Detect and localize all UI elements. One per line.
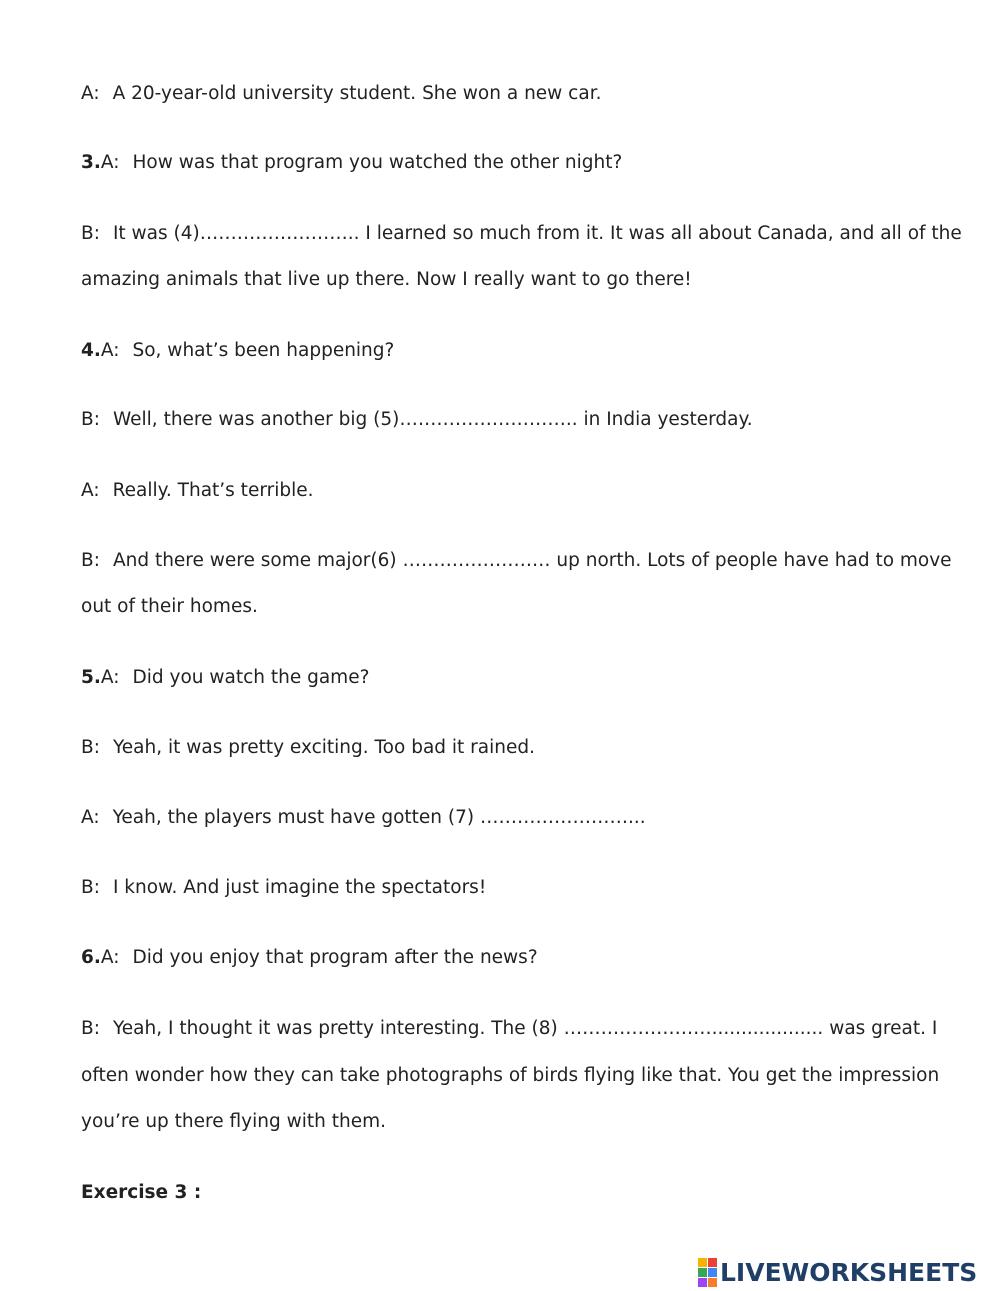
- item-number: 4.: [81, 340, 101, 361]
- logo-text: LIVEWORKSHEETS: [720, 1257, 978, 1287]
- line-text: Yeah, it was pretty exciting. Too bad it rained.: [112, 737, 535, 758]
- dialogue-line-0: [81, 81, 941, 107]
- speaker: B:: [81, 737, 100, 758]
- dialogue-line-14: [81, 1016, 941, 1042]
- dialogue-line-10: [81, 735, 941, 761]
- speaker: A:: [81, 807, 100, 828]
- dialogue-line-2: [81, 221, 962, 247]
- exercise-heading: Exercise 3 :: [81, 1182, 202, 1203]
- line-text: Really. That’s terrible.: [112, 480, 314, 501]
- item-number: 5.: [81, 667, 101, 688]
- speaker: B:: [81, 877, 100, 898]
- line-text: often wonder how they can take photographs of birds flying like that. You get the impression: [81, 1065, 940, 1086]
- line-text: So, what’s been happening?: [132, 340, 395, 361]
- line-text: Did you watch the game?: [132, 667, 370, 688]
- logo-cell: [708, 1258, 717, 1267]
- speaker: A:: [100, 947, 120, 968]
- logo-cell: [698, 1268, 707, 1277]
- liveworksheets-logo-icon: [698, 1258, 717, 1287]
- speaker: A:: [100, 152, 120, 173]
- dialogue-line-8: [81, 594, 941, 620]
- logo-cell: [708, 1278, 717, 1287]
- line-text: And there were some major(6) …………………… up north. Lots of people have had to move: [112, 550, 952, 571]
- speaker: A:: [81, 83, 100, 104]
- liveworksheets-logo[interactable]: [698, 1257, 977, 1287]
- speaker: B:: [81, 1018, 100, 1039]
- dialogue-line-4: [81, 338, 941, 364]
- line-text: you’re up there flying with them.: [81, 1111, 386, 1132]
- line-text: Well, there was another big (5)……………………….. in India yesterday.: [112, 409, 753, 430]
- line-text: Yeah, the players must have gotten (7) ……………………...: [112, 807, 646, 828]
- dialogue-line-6: [81, 478, 941, 504]
- line-text: Yeah, I thought it was pretty interesting. The (8) ……………………................... was great. I: [112, 1018, 938, 1039]
- dialogue-line-16: [81, 1109, 941, 1135]
- dialogue-line-3: [81, 267, 941, 293]
- item-number: 6.: [81, 947, 101, 968]
- speaker: A:: [81, 480, 100, 501]
- line-text: out of their homes.: [81, 596, 258, 617]
- speaker: B:: [81, 409, 100, 430]
- dialogue-line-13: [81, 945, 941, 971]
- speaker: A:: [100, 340, 120, 361]
- dialogue-line-12: [81, 875, 941, 901]
- logo-cell: [698, 1278, 707, 1287]
- logo-cell: [708, 1268, 717, 1277]
- dialogue-line-7: [81, 548, 952, 574]
- speaker: A:: [100, 667, 120, 688]
- dialogue-line-9: [81, 665, 941, 691]
- dialogue-line-11: [81, 805, 941, 831]
- dialogue-line-15: [81, 1063, 941, 1089]
- speaker: B:: [81, 550, 100, 571]
- line-text: A 20-year-old university student. She won a new car.: [112, 83, 602, 104]
- line-text: It was (4)…………………….. I learned so much from it. It was all about Canada, and all of the: [112, 223, 962, 244]
- line-text: amazing animals that live up there. Now I really want to go there!: [81, 269, 692, 290]
- line-text: Did you enjoy that program after the news?: [132, 947, 538, 968]
- line-text: I know. And just imagine the spectators!: [112, 877, 487, 898]
- item-number: 3.: [81, 152, 101, 173]
- dialogue-line-5: [81, 407, 941, 433]
- line-text: How was that program you watched the other night?: [132, 152, 623, 173]
- logo-cell: [698, 1258, 707, 1267]
- speaker: B:: [81, 223, 100, 244]
- dialogue-line-1: [81, 150, 941, 176]
